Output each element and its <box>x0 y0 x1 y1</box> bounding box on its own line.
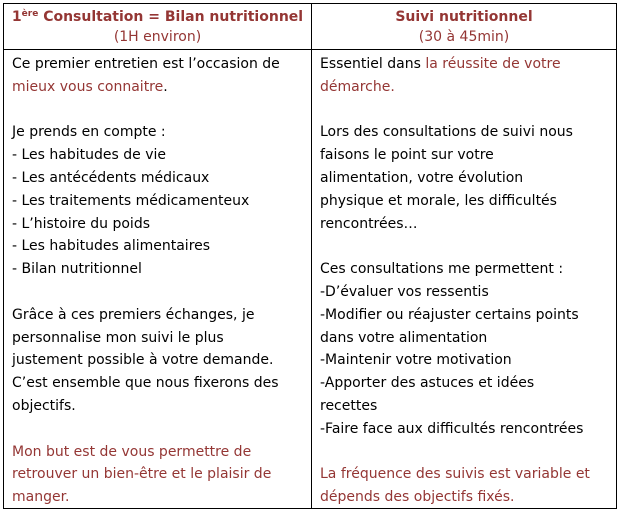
header-suivi <box>312 4 616 49</box>
bilan-consider-item: - Les habitudes de vie <box>12 147 166 164</box>
suivi-intro-line-1: Essentiel dans la réussite de votre <box>320 56 561 72</box>
header-bilan <box>4 4 311 49</box>
bilan-consider-item: - Les traitements médicamenteux <box>12 192 250 209</box>
bilan-paragraph-line: personnalise mon suivi le plus <box>12 329 224 346</box>
bilan-consider-item: - L’histoire du poids <box>12 215 150 232</box>
header-suivi-title: Suivi nutritionnel <box>395 9 533 25</box>
suivi-allow-line: -Apporter des astuces et idées <box>320 375 535 392</box>
suivi-allow-line: -Modifier ou réajuster certains points <box>320 306 579 323</box>
suivi-paragraph-line: rencontrées… <box>320 215 418 232</box>
bilan-consider-title: Je prends en compte : <box>12 124 166 141</box>
column-divider <box>311 4 312 508</box>
bilan-goal-line: retrouver un bien-être et le plaisir de <box>12 466 272 483</box>
bilan-consider-item: - Les habitudes alimentaires <box>12 238 211 255</box>
suivi-allow-line: -Maintenir votre motivation <box>320 352 512 369</box>
bilan-consider-item: - Les antécédents médicaux <box>12 169 210 186</box>
bilan-paragraph-line: C’est ensemble que nous fixerons des <box>12 375 279 392</box>
suivi-paragraph-line: alimentation, votre évolution <box>320 169 524 186</box>
bilan-intro-line-1: Ce premier entretien est l’occasion de <box>12 56 280 72</box>
suivi-frequency-line: La fréquence des suivis est variable et <box>320 466 590 483</box>
bilan-paragraph-line: Grâce à ces premiers échanges, je <box>12 306 255 323</box>
bilan-intro-line-2: mieux vous connaitre. <box>12 78 168 95</box>
header-bilan-title: 1ère Consultation = Bilan nutritionnel <box>11 9 304 25</box>
bilan-paragraph-line: justement possible à votre demande. <box>12 352 274 369</box>
bilan-consider-item: - Bilan nutritionnel <box>12 261 142 278</box>
bilan-goal-line: Mon but est de vous permettre de <box>12 443 252 460</box>
suivi-description <box>320 50 612 509</box>
suivi-paragraph-line: faisons le point sur votre <box>320 147 494 164</box>
bilan-paragraph-line: objectifs. <box>12 397 76 414</box>
bilan-description <box>12 50 306 509</box>
suivi-allow-line: recettes <box>320 397 378 414</box>
header-suivi-duration: (30 à 45min) <box>418 29 510 45</box>
suivi-frequency-line: dépends des objectifs fixés. <box>320 489 515 506</box>
suivi-intro-line-2: démarche. <box>320 78 395 95</box>
suivi-paragraph-line: Lors des consultations de suivi nous <box>320 124 573 141</box>
suivi-allow-title: Ces consultations me permettent : <box>320 261 564 278</box>
suivi-allow-line: -D’évaluer vos ressentis <box>320 283 489 300</box>
suivi-allow-line: -Faire face aux difficultés rencontrées <box>320 420 584 437</box>
bilan-goal-line: manger. <box>12 489 70 506</box>
suivi-allow-line: dans votre alimentation <box>320 329 488 346</box>
header-bilan-duration: (1H environ) <box>113 29 202 45</box>
suivi-paragraph-line: physique et morale, les difficultés <box>320 192 557 209</box>
consultation-table <box>3 3 617 509</box>
